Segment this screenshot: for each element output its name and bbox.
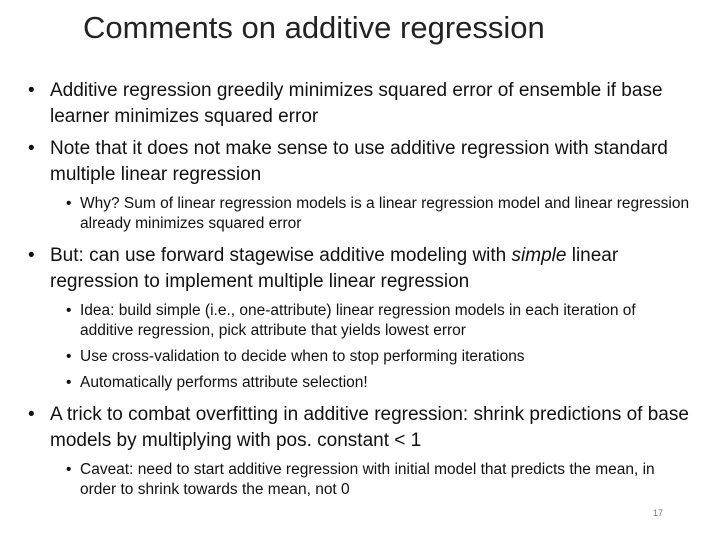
bullet-glyph: • <box>66 302 72 319</box>
bullet-glyph: • <box>28 245 35 266</box>
bullet-text-emphasis: simple <box>511 245 567 266</box>
sub-bullet-item <box>68 373 690 393</box>
bullet-glyph: • <box>28 80 35 101</box>
page-number: 17 <box>652 508 663 518</box>
bullet-item <box>30 402 690 454</box>
sub-bullet-text: Idea: build simple (i.e., one-attribute) linear regression models in each iteration of additive regression, pick attribute that yields lowest error <box>80 302 636 339</box>
bullet-text: Additive regression greedily minimizes squared error of ensemble if base learner minimizes squared error <box>50 80 663 127</box>
bullet-text <box>50 243 690 295</box>
sub-bullet-text: Automatically performs attribute selection! <box>80 374 368 391</box>
bullet-glyph: • <box>66 374 72 391</box>
bullet-item <box>30 78 690 130</box>
sub-bullet-item <box>68 460 690 500</box>
bullet-item <box>30 243 690 295</box>
bullet-glyph: • <box>28 404 35 425</box>
sub-bullet-text: Use cross-validation to decide when to stop performing iterations <box>80 348 525 365</box>
sub-bullet-text: Why? Sum of linear regression models is a linear regression model and linear regression already minimizes squared error <box>80 195 690 232</box>
bullet-text-part: But: can use forward stagewise additive modeling with <box>50 245 512 266</box>
bullet-text: Note that it does not make sense to use additive regression with standard multiple linear regression <box>50 138 668 185</box>
bullet-glyph: • <box>66 461 72 478</box>
slide-body <box>30 78 690 500</box>
sub-bullet-item <box>68 301 690 341</box>
sub-bullet-text: Caveat: need to start additive regression with initial model that predicts the mean, in order to shrink towards the mean, not 0 <box>80 461 655 498</box>
bullet-text: A trick to combat overfitting in additive regression: shrink predictions of base models by multiplying with pos. constant < 1 <box>50 404 689 451</box>
sub-bullet-item <box>68 194 690 234</box>
bullet-glyph: • <box>28 138 35 159</box>
slide-title: Comments on additive regression <box>83 10 545 45</box>
bullet-glyph: • <box>66 348 72 365</box>
sub-bullet-item <box>68 347 690 367</box>
bullet-glyph: • <box>66 195 72 212</box>
bullet-text-part: linear regression to implement multiple linear regression <box>50 245 619 292</box>
bullet-item <box>30 136 690 188</box>
